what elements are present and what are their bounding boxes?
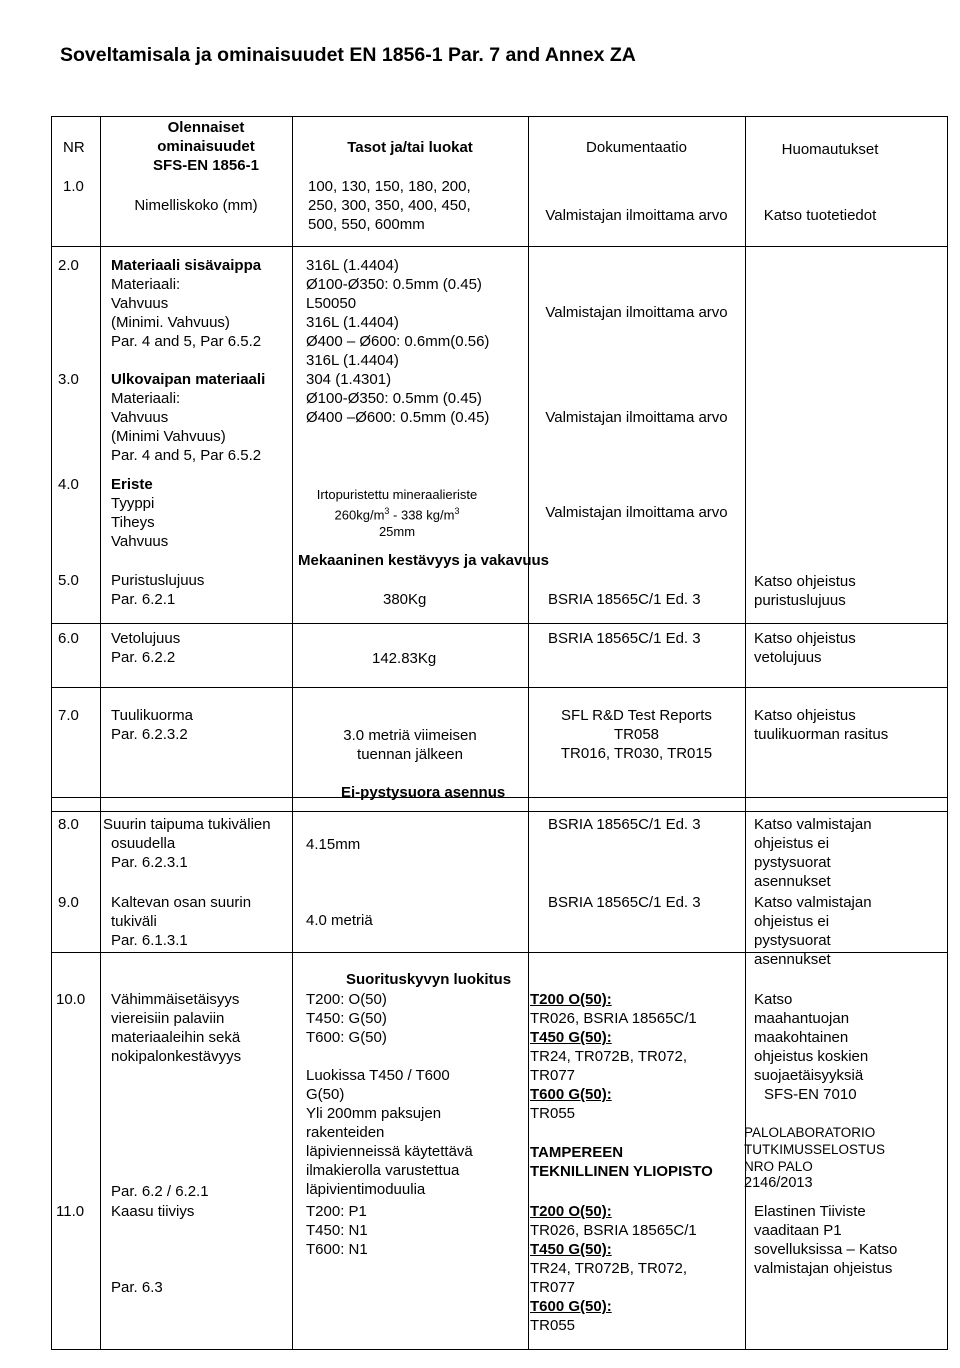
row-3-documentation: Valmistajan ilmoittama arvo [545,409,728,426]
row-1-levels: 100, 130, 150, 180, 200, 250, 300, 350, 400, 450, 500, 550, 600mm [308,178,471,233]
row-11-documentation: T200 O(50): TR026, BSRIA 18565C/1 T450 G(50): TR24, TR072B, TR072, TR077 T600 G(50): TR055 [530,1203,697,1334]
row-6-property: Vetolujuus Par. 6.2.2 [111,630,181,666]
row-2-nr: 2.0 [58,257,79,274]
row-3-property: Ulkovaipan materiaali Materiaali: Vahvuus (Minimi Vahvuus) Par. 4 and 5, Par 6.5.2 [111,371,266,464]
row-10-nr: 10.0 [56,991,86,1008]
row-1-nr: 1.0 [63,178,84,195]
row-divider [52,246,947,247]
row-9-nr: 9.0 [58,894,79,911]
row-7-property: Tuulikuorma Par. 6.2.3.2 [111,707,193,743]
row-1-documentation: Valmistajan ilmoittama arvo [545,207,728,224]
row-1-notes: Katso tuotetiedot [763,207,877,224]
row-2-levels: 316L (1.4404) Ø100-Ø350: 0.5mm (0.45) L50050 316L (1.4404) Ø400 – Ø600: 0.6mm(0.56) 316L (1.4404) [306,257,490,369]
col-divider [100,117,101,1349]
row-5-documentation: BSRIA 18565C/1 Ed. 3 [548,591,701,608]
row-5-property: Puristuslujuus Par. 6.2.1 [111,572,205,608]
row-4-property: Eriste Tyyppi Tiheys Vahvuus [111,476,169,550]
row-6-nr: 6.0 [58,630,79,647]
row-5-notes: Katso ohjeistus puristuslujuus [754,573,856,609]
row-9-notes: Katso valmistajan ohjeistus ei pystysuorat asennukset [754,894,872,968]
header-levels: Tasot ja/tai luokat [347,139,473,156]
row-5-levels: 380Kg [383,591,427,608]
row-7-levels: 3.0 metriä viimeisen tuennan jälkeen [343,727,477,763]
row-11-property: Kaasu tiiviys [111,1203,195,1220]
row-3-levels: 304 (1.4301) Ø100-Ø350: 0.5mm (0.45) Ø400 –Ø600: 0.5mm (0.45) [306,371,490,426]
row-9-documentation: BSRIA 18565C/1 Ed. 3 [548,894,701,911]
section-non-vertical: Ei-pystysuora asennus [341,784,506,801]
row-6-levels: 142.83Kg [372,650,437,667]
section-mechanical: Mekaaninen kestävyys ja vakavuus [298,552,549,569]
page-title: Soveltamisala ja ominaisuudet EN 1856-1 Par. 7 and Annex ZA [60,44,636,66]
row-5-nr: 5.0 [58,572,79,589]
row-4-nr: 4.0 [58,476,79,493]
row-7-nr: 7.0 [58,707,79,724]
row-8-levels: 4.15mm [306,836,361,853]
row-9-property: Kaltevan osan suurin tukiväli Par. 6.1.3.1 [111,894,252,949]
row-2-property: Materiaali sisävaippa Materiaali: Vahvuus (Minimi. Vahvuus) Par. 4 and 5, Par 6.5.2 [111,257,262,350]
row-10-paragraph: Par. 6.2 / 6.2.1 [111,1183,209,1200]
row-10-lab-report: PALOLABORATORIO TUTKIMUSSELOSTUS NRO PALO 2146/2013 [744,1125,886,1191]
row-10-levels: T200: O(50) T450: G(50) T600: G(50) Luokissa T450 / T600 G(50) Yli 200mm paksujen rakenteiden läpivienneissä käytettävä ilmakierolla varustettua läpivientimoduulia [306,991,473,1198]
row-1-property: Nimelliskoko (mm) [134,197,258,214]
row-4-documentation: Valmistajan ilmoittama arvo [545,504,728,521]
row-7-documentation: SFL R&D Test Reports TR058 TR016, TR030, TR015 [560,707,713,762]
row-10-property: Vähimmäisetäisyys viereisiin palaviin materiaaleihin sekä nokipalonkestävyys [111,991,242,1065]
row-7-notes: Katso ohjeistus tuulikuorman rasitus [754,707,889,743]
row-6-notes: Katso ohjeistus vetolujuus [754,630,856,666]
row-divider [52,687,947,688]
row-8-nr: 8.0 [58,816,79,833]
row-10-lab-name: TAMPEREEN TEKNILLINEN YLIOPISTO [530,1144,713,1180]
row-4-levels: Irtopuristettu mineraalieriste $260kg/m^3 - 338$ $kg/m^3$ 25mm [316,487,478,540]
header-notes: Huomautukset [781,141,879,158]
row-8-documentation: BSRIA 18565C/1 Ed. 3 [548,816,701,833]
header-nr: NR [63,139,85,156]
row-3-nr: 3.0 [58,371,79,388]
row-10-documentation: T200 O(50): TR026, BSRIA 18565C/1 T450 G(50): TR24, TR072B, TR072, TR077 T600 G(50): TR055 [530,991,697,1122]
header-documentation: Dokumentaatio [586,139,687,156]
row-9-levels: 4.0 metriä [306,912,373,929]
row-11-paragraph: Par. 6.3 [111,1279,163,1296]
row-2-documentation: Valmistajan ilmoittama arvo [545,304,728,321]
row-divider [52,623,947,624]
row-8-property: Suurin taipuma tukivälien osuudella Par. 6.2.3.1 [103,816,271,871]
row-11-nr: 11.0 [56,1203,85,1220]
row-11-notes: Elastinen Tiiviste vaaditaan P1 sovelluksissa – Katso valmistajan ohjeistus [754,1203,898,1277]
row-8-notes: Katso valmistajan ohjeistus ei pystysuorat asennukset [754,816,872,890]
row-10-notes: Katso maahantuojan maakohtainen ohjeistus koskien suojaetäisyyksiä SFS-EN 7010 [754,991,869,1103]
row-11-levels: T200: P1 T450: N1 T600: N1 [306,1203,368,1258]
row-divider [52,811,947,812]
header-property: Olennaiset ominaisuudet SFS-EN 1856-1 [153,119,259,174]
section-performance: Suorituskyvyn luokitus [346,971,512,988]
row-6-documentation: BSRIA 18565C/1 Ed. 3 [548,630,701,647]
